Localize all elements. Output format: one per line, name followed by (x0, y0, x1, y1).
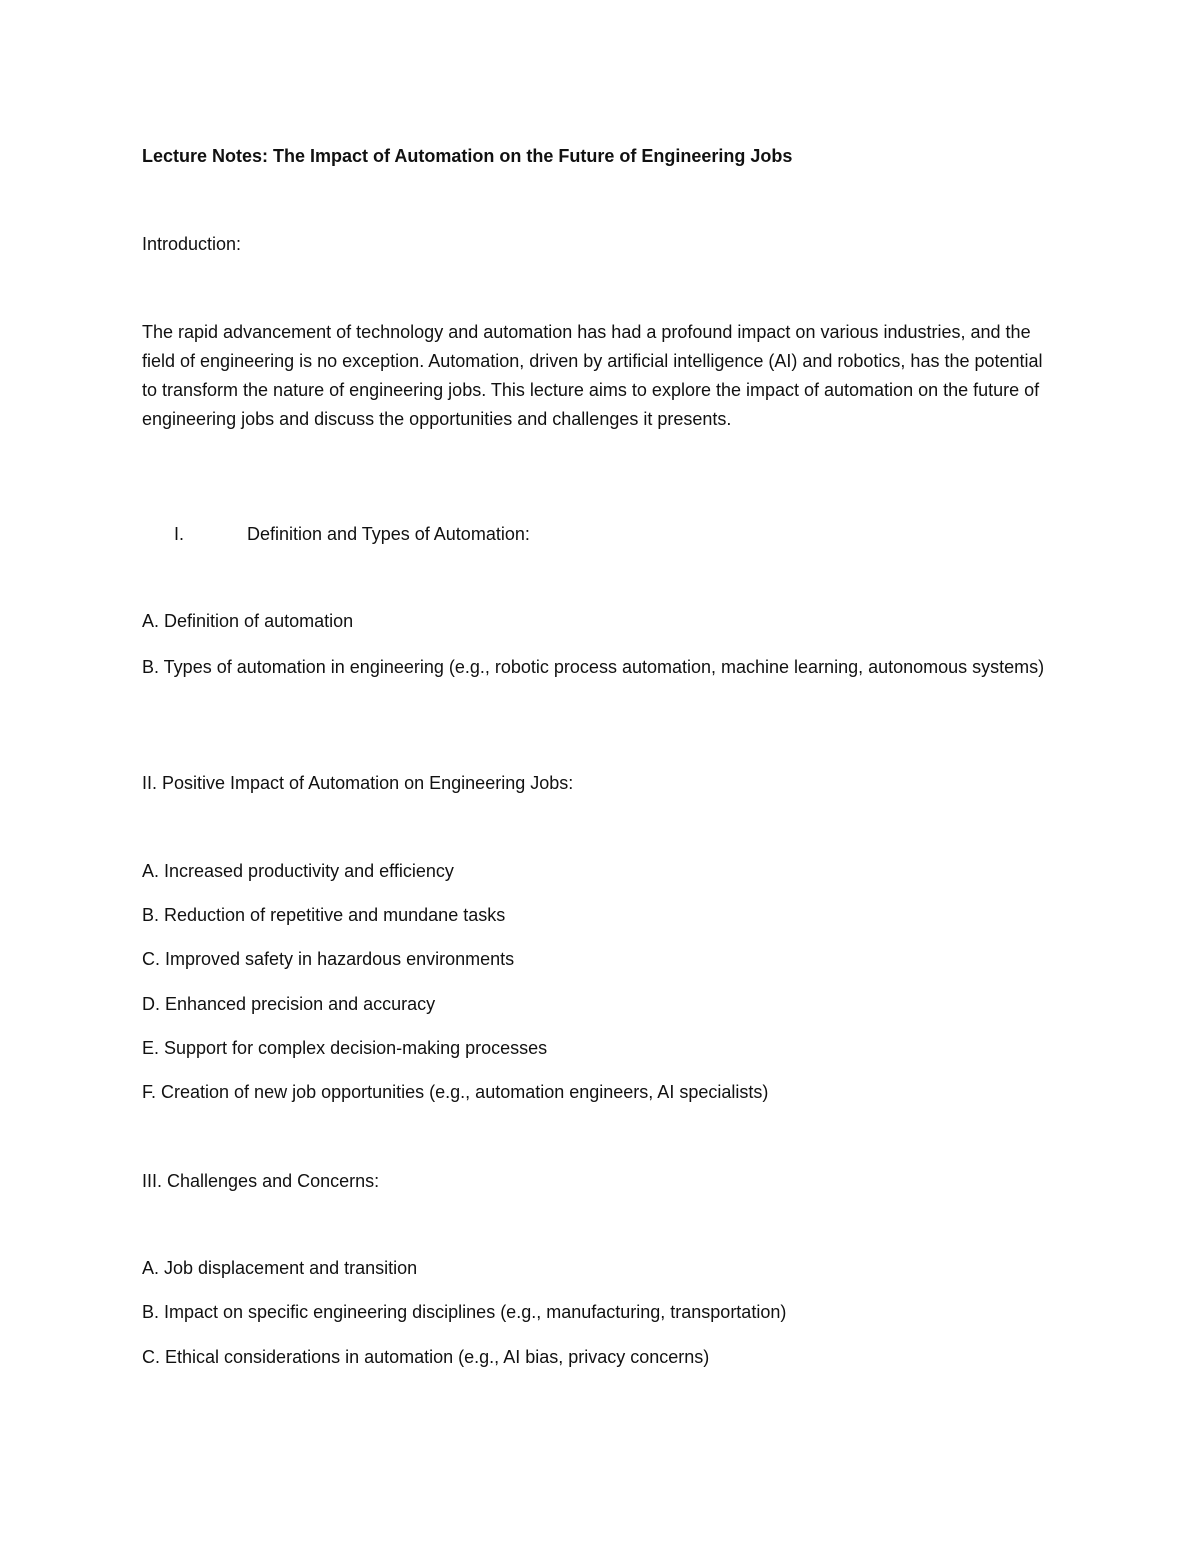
section-3-item: A. Job displacement and transition (142, 1258, 418, 1278)
section-2-item: F. Creation of new job opportunities (e.g., automation engineers, AI specialists) (142, 1082, 769, 1102)
section-2-item: B. Reduction of repetitive and mundane tasks (142, 905, 506, 925)
intro-paragraph: The rapid advancement of technology and automation has had a profound impact on various industries, and the field of engineering is no exception. Automation, driven by artificial intelligence (AI) and robotics, has the potential to transform the nature of engineering jobs. This lecture aims to explore the impact of automation on the future of engineering jobs and discuss the opportunities and challenges it presents. (142, 322, 1043, 429)
section-3-item: B. Impact on specific engineering disciplines (e.g., manufacturing, transportation) (142, 1302, 787, 1322)
section-2-item: C. Improved safety in hazardous environments (142, 949, 515, 969)
section-1-item: A. Definition of automation (142, 611, 354, 631)
document-title: Lecture Notes: The Impact of Automation on the Future of Engineering Jobs (142, 146, 793, 166)
section-2-item: E. Support for complex decision-making processes (142, 1038, 548, 1058)
section-1-heading: Definition and Types of Automation: (247, 524, 530, 544)
section-3-item: C. Ethical considerations in automation (e.g., AI bias, privacy concerns) (142, 1347, 710, 1367)
section-1-number: I. (174, 524, 185, 544)
section-2-item: D. Enhanced precision and accuracy (142, 994, 436, 1014)
section-3-heading: III. Challenges and Concerns: (142, 1171, 380, 1191)
section-1-item: B. Types of automation in engineering (e.g., robotic process automation, machine learning, autonomous systems) (142, 657, 1045, 677)
section-2-item: A. Increased productivity and efficiency (142, 861, 454, 881)
intro-heading: Introduction: (142, 234, 242, 254)
section-2-heading: II. Positive Impact of Automation on Engineering Jobs: (142, 773, 574, 793)
